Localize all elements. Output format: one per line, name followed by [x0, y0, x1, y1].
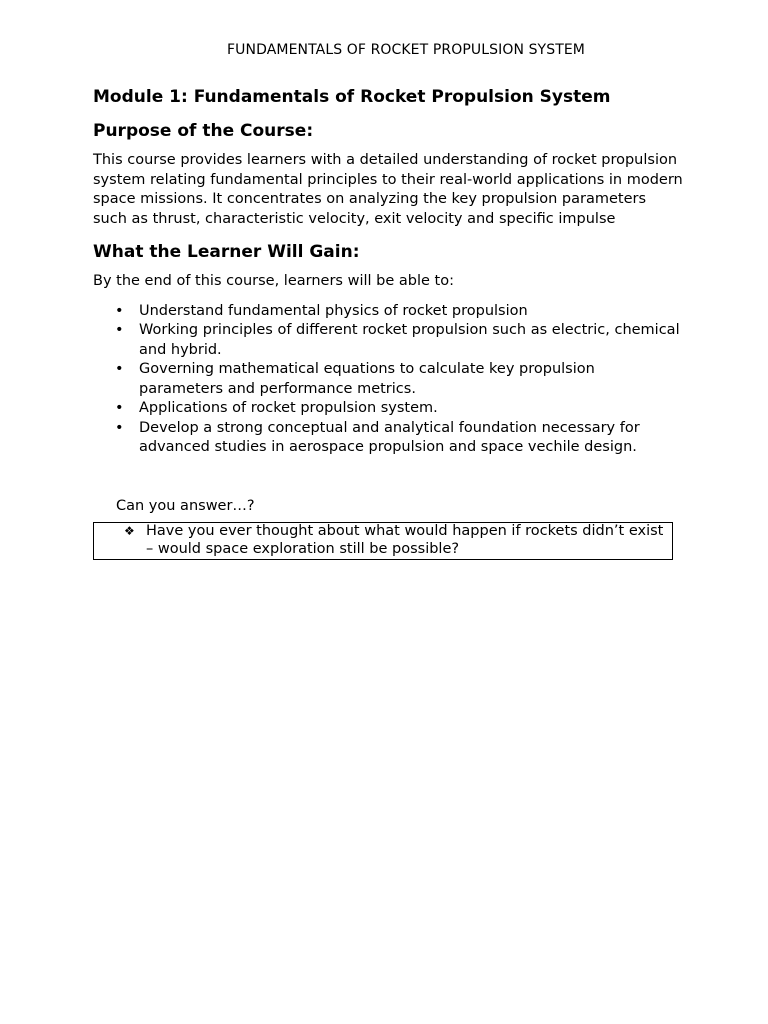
bullet-icon: • [115, 361, 124, 377]
running-header: FUNDAMENTALS OF ROCKET PROPULSION SYSTEM [227, 42, 585, 58]
list-item [93, 302, 683, 322]
list-item-text: Working principles of different rocket propulsion such as electric, chemical and hybrid. [139, 322, 680, 358]
bullet-icon: • [115, 322, 124, 338]
question-item [94, 523, 672, 558]
gain-heading: What the Learner Will Gain: [93, 242, 360, 262]
bullet-icon: • [115, 419, 124, 436]
bullet-icon: • [115, 302, 124, 319]
list-item-text: Develop a strong conceptual and analytical foundation necessary for advanced studies in aerospace propulsion and space vechile design. [139, 419, 640, 455]
list-item-text: Understand fundamental physics of rocket propulsion [139, 302, 528, 319]
list-item [93, 321, 683, 360]
question-text: Have you ever thought about what would happen if rockets didn’t exist – would space exploration still be possible? [146, 523, 664, 557]
purpose-heading: Purpose of the Course: [93, 121, 314, 141]
list-item [93, 399, 683, 419]
outcomes-list [93, 302, 683, 458]
list-item-text: Applications of rocket propulsion system. [139, 400, 438, 416]
question-box [93, 522, 673, 560]
purpose-paragraph: This course provides learners with a detailed understanding of rocket propulsion system relating fundamental principles to their real-world applications in modern space missions. It concentrates on analyzing the key propulsion parameters such as thrust, characteristic velocity, exit velocity and specific impulse [93, 152, 683, 227]
gain-intro: By the end of this course, learners will be able to: [93, 273, 454, 289]
list-item-text: Governing mathematical equations to calculate key propulsion parameters and performance metrics. [139, 361, 595, 397]
question-lead: Can you answer…? [116, 497, 255, 514]
diamond-bullet-icon: ❖ [124, 524, 135, 538]
list-item [93, 360, 683, 399]
module-title: Module 1: Fundamentals of Rocket Propulsion System [93, 87, 611, 107]
bullet-icon: • [115, 400, 124, 416]
list-item [93, 419, 683, 458]
content-area [93, 86, 683, 560]
